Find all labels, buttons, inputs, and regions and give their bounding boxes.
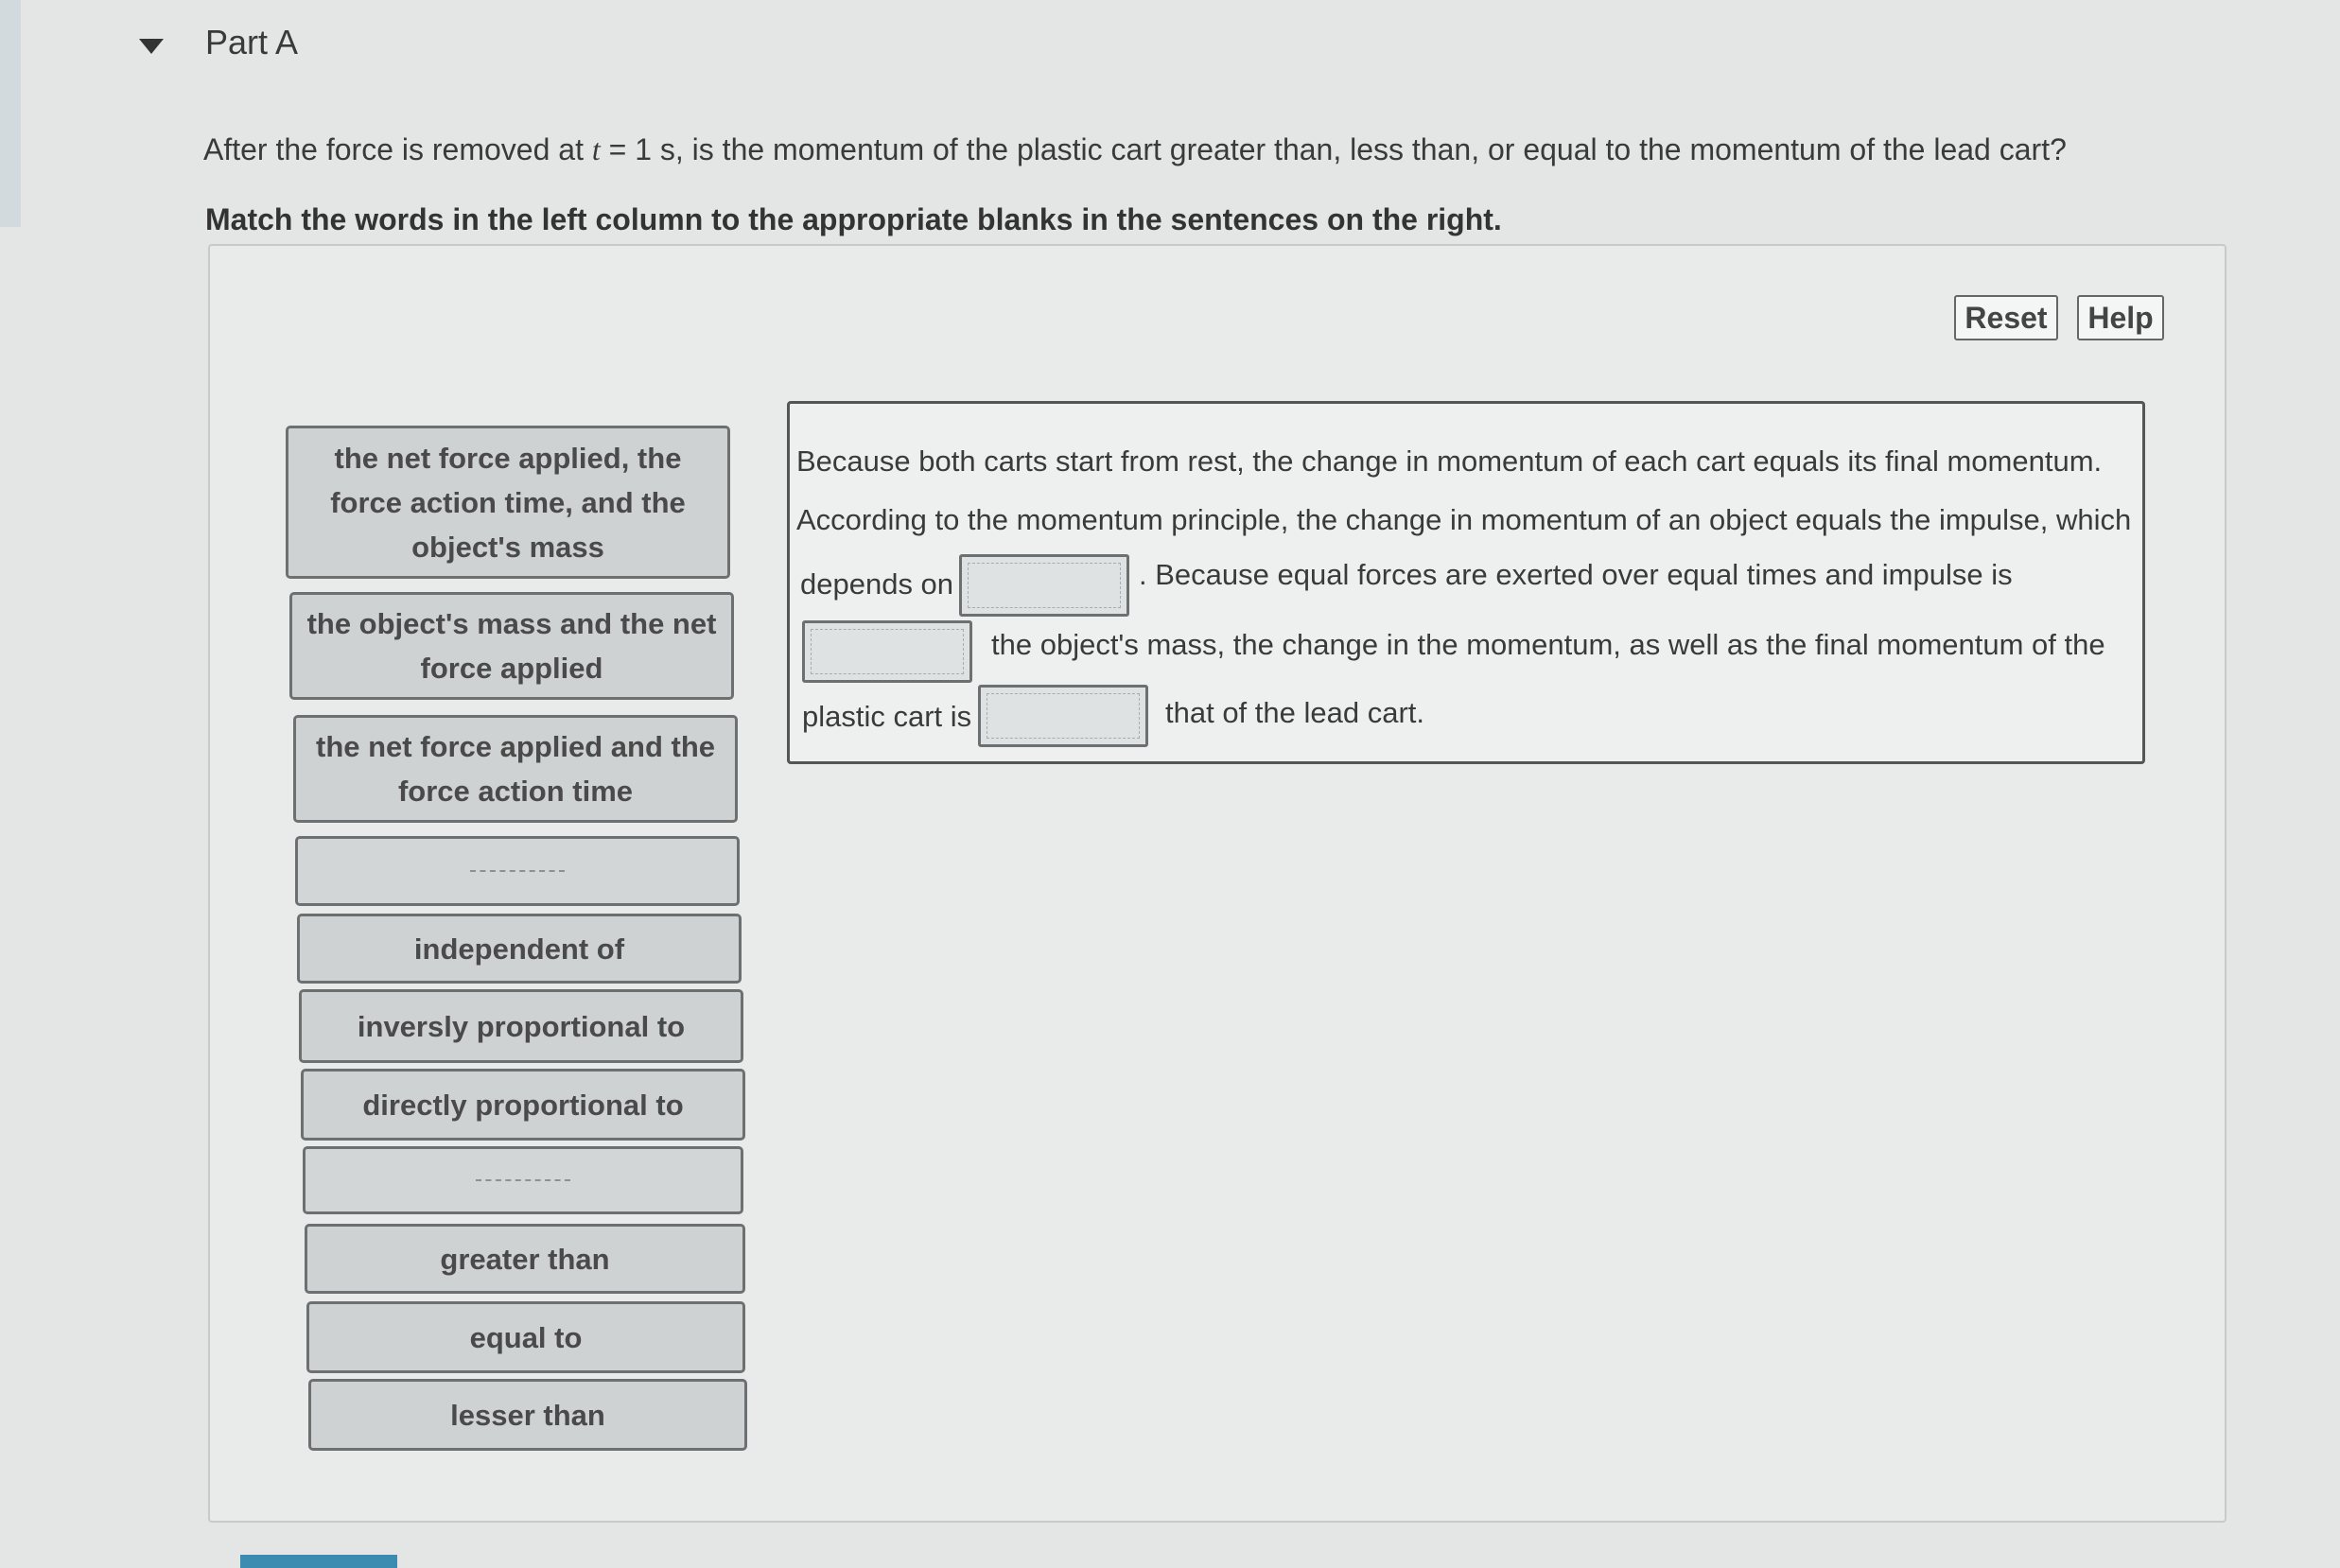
question-text <box>203 132 2284 167</box>
word-chip[interactable]: greater than <box>305 1224 745 1294</box>
word-chip[interactable]: equal to <box>306 1301 745 1373</box>
sentence-line-5-end: that of the lead cart. <box>1165 696 1425 729</box>
time-variable: t <box>591 132 601 166</box>
empty-slot-dash <box>470 870 565 872</box>
left-edge-strip <box>0 0 21 227</box>
part-title: Part A <box>205 23 299 61</box>
sentence-line-4: the object's mass, the change in the momentum, as well as the final momentum of the <box>991 628 2105 661</box>
question-text-after: = 1 s, is the momentum of the plastic cart greater than, less than, or equal to the momentum of the lead cart? <box>600 132 2067 166</box>
empty-slot-dash <box>476 1179 570 1181</box>
sentence-line-1: Because both carts start from rest, the change in momentum of each cart equals its final momentum. <box>796 444 2103 478</box>
word-chip[interactable]: inversly proportional to <box>299 989 743 1063</box>
drop-blank-2[interactable] <box>802 620 972 683</box>
sentence-line-3-end: . Because equal forces are exerted over equal times and impulse is <box>1139 558 2013 591</box>
reset-button[interactable]: Reset <box>1954 295 2058 340</box>
sentence-line-5-start: plastic cart is <box>802 700 972 733</box>
word-chip[interactable]: lesser than <box>308 1379 747 1451</box>
empty-chip-slot[interactable] <box>295 836 740 906</box>
word-chip[interactable]: directly proportional to <box>301 1069 745 1141</box>
word-chip[interactable]: the net force applied, the force action time, and the object's mass <box>286 426 730 579</box>
drop-blank-1[interactable] <box>959 554 1129 617</box>
submit-button-edge[interactable] <box>240 1555 397 1568</box>
question-text-before: After the force is removed at <box>203 132 592 166</box>
instruction-text: Match the words in the left column to the appropriate blanks in the sentences on the right. <box>205 202 1502 236</box>
empty-chip-slot[interactable] <box>303 1146 743 1214</box>
word-chip[interactable]: the net force applied and the force action time <box>293 715 738 823</box>
help-button[interactable]: Help <box>2077 295 2164 340</box>
drop-blank-3[interactable] <box>978 685 1148 747</box>
caret-down-icon <box>139 39 164 56</box>
part-collapse-toggle[interactable] <box>132 28 170 66</box>
word-chip[interactable]: the object's mass and the net force applied <box>289 592 734 700</box>
word-chip[interactable]: independent of <box>297 914 742 984</box>
sentence-line-3-start: depends on <box>800 567 954 601</box>
sentence-line-2: According to the momentum principle, the change in momentum of an object equals the impulse, which <box>796 503 2132 536</box>
